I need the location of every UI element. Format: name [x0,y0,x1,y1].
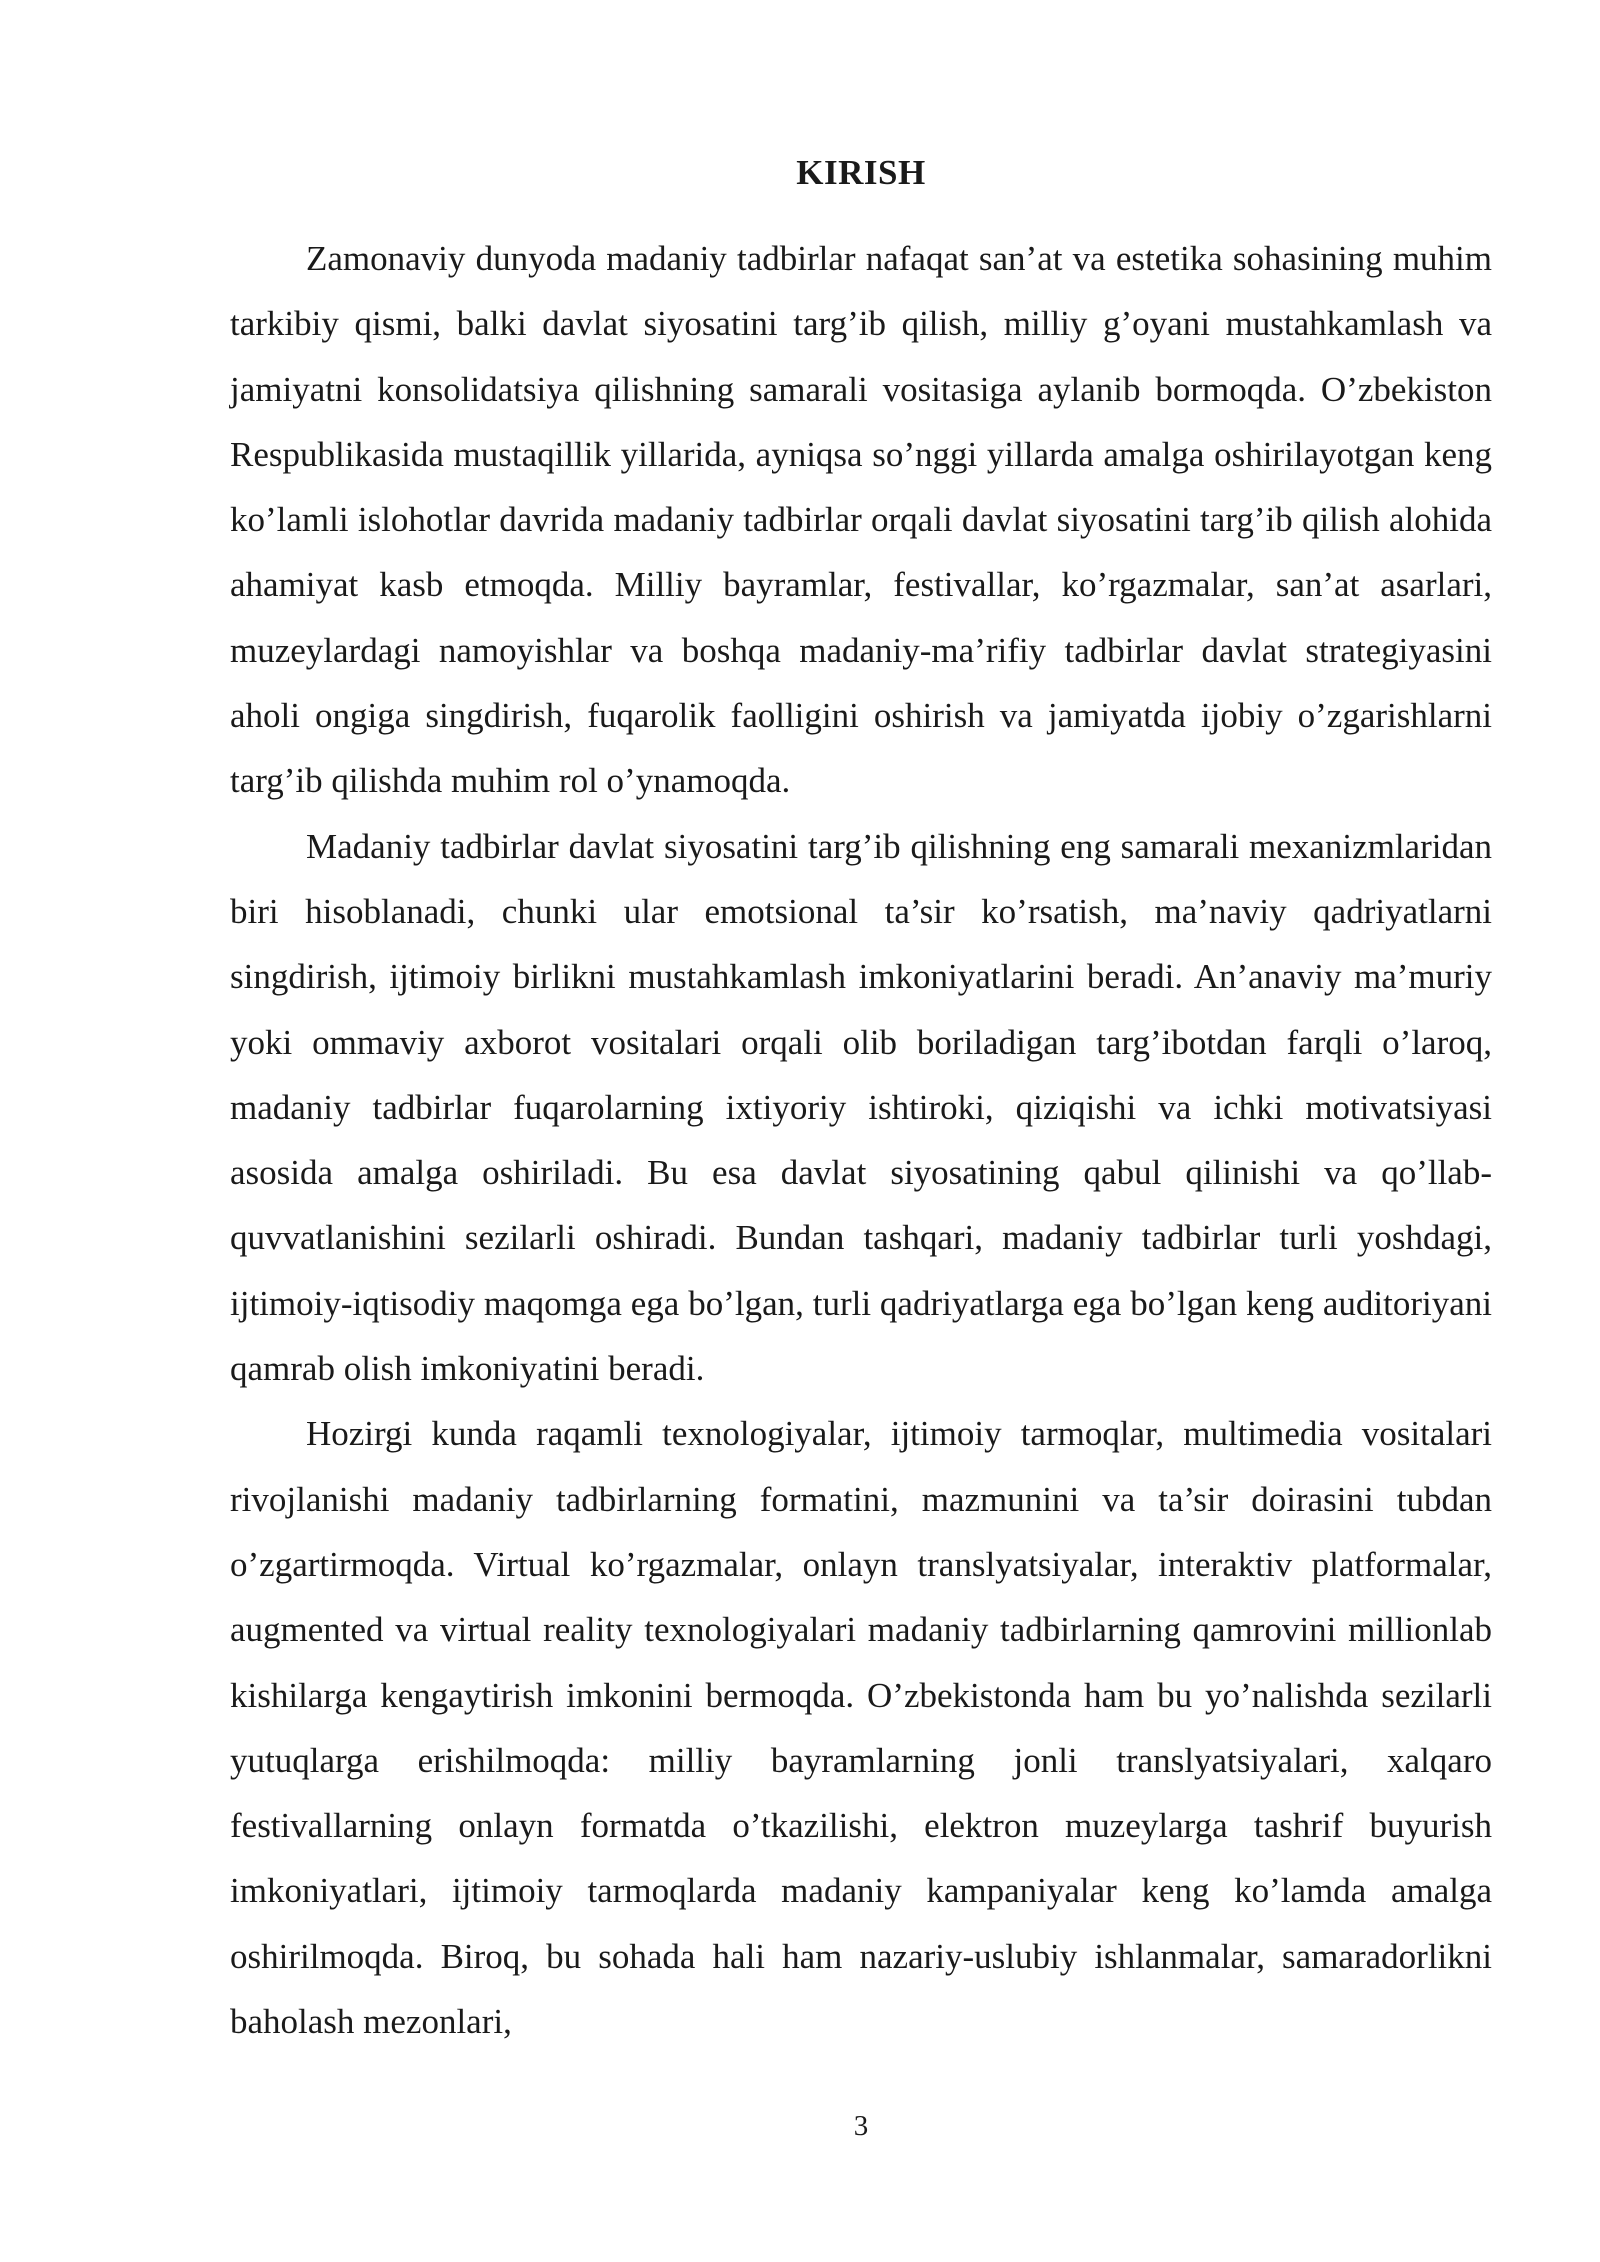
paragraph-2: Madaniy tadbirlar davlat siyosatini targ’ib qilishning eng samarali mexanizmlaridan biri hisoblanadi, chunki ular emotsional ta’sir ko’rsatish, ma’naviy qadriyatlarni singdirish, ijtimoiy birlikni mustahkamlash imkoniyatlarini beradi. An’anaviy ma’muriy yoki ommaviy axborot vositalari orqali olib boriladigan targ’ibotdan farqli o’laroq, madaniy tadbirlar fuqarolarning ixtiyoriy ishtiroki, qiziqishi va ichki motivatsiyasi asosida amalga oshiriladi. Bu esa davlat siyosatining qabul qilinishi va qo’llab-quvvatlanishini sezilarli oshiradi. Bundan tashqari, madaniy tadbirlar turli yoshdagi, ijtimoiy-iqtisodiy maqomga ega bo’lgan, turli qadriyatlarga ega bo’lgan keng auditoriyani qamrab olish imkoniyatini beradi. [230,826,1492,1389]
body-text [230,226,1492,2054]
paragraph-1: Zamonaviy dunyoda madaniy tadbirlar nafaqat san’at va estetika sohasining muhim tarkibiy qismi, balki davlat siyosatini targ’ib qilish, milliy g’oyani mustahkamlash va jamiyatni konsolidatsiya qilishning samarali vositasiga aylanib bormoqda. O’zbekiston Respublikasida mustaqillik yillarida, ayniqsa so’nggi yillarda amalga oshirilayotgan keng ko’lamli islohotlar davrida madaniy tadbirlar orqali davlat siyosatini targ’ib qilish alohida ahamiyat kasb etmoqda. Milliy bayramlar, festivallar, ko’rgazmalar, san’at asarlari, muzeylardagi namoyishlar va boshqa madaniy-ma’rifiy tadbirlar davlat strategiyasini aholi ongiga singdirish, fuqarolik faolligini oshirish va jamiyatda ijobiy o’zgarishlarni targ’ib qilishda muhim rol o’ynamoqda. [230,239,1492,801]
page-number: 3 [853,2110,869,2142]
paragraph-3: Hozirgi kunda raqamli texnologiyalar, ijtimoiy tarmoqlar, multimedia vositalari rivojlanishi madaniy tadbirlarning formatini, mazmunini va ta’sir doirasini tubdan o’zgartirmoqda. Virtual ko’rgazmalar, onlayn translyatsiyalar, interaktiv platformalar, augmented va virtual reality texnologiyalari madaniy tadbirlarning qamrovini millionlab kishilarga kengaytirish imkonini bermoqda. O’zbekistonda ham bu yo’nalishda sezilarli yutuqlarga erishilmoqda: milliy bayramlarning jonli translyatsiyalari, xalqaro festivallarning onlayn formatda o’tkazilishi, elektron muzeylarga tashrif buyurish imkoniyatlari, ijtimoiy tarmoqlarda madaniy kampaniyalar keng ko’lamda amalga oshirilmoqda. Biroq, bu sohada hali ham nazariy-uslubiy ishlanmalar, samaradorlikni baholash mezonlari, [230,1414,1492,2042]
section-heading: KIRISH [796,153,926,192]
